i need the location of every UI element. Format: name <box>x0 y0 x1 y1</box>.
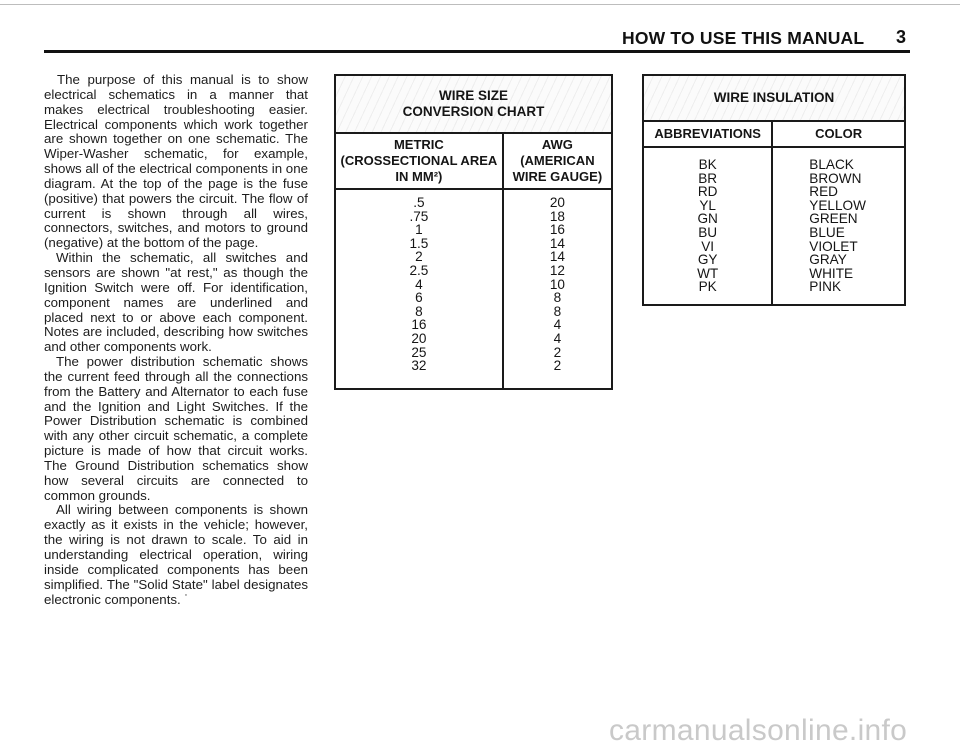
metric-value: 20 <box>411 330 427 346</box>
color-value: GRAY <box>809 252 847 268</box>
color-value: GREEN <box>809 211 858 227</box>
abbreviation-value: BU <box>698 224 718 240</box>
metric-column-header <box>335 133 503 189</box>
color-value: RED <box>809 184 838 200</box>
header-rule <box>44 50 910 53</box>
metric-value: 8 <box>415 303 423 319</box>
header-line: (AMERICAN <box>520 153 595 168</box>
header-line: AWG <box>541 137 573 152</box>
paragraph: The purpose of this manual is to show electrical schematics in a manner that makes electrical troubleshooting easier. Electrical components which work together are shown together on one schematic. The Wiper-Washer schematic, for example, shows all of the electrical components in one diagram. At the top of the page is the fuse (positive) that powers the circuit. The flow of current is shown through all wires, connectors, switches, and motors to ground (negative) at the bottom of the page. <box>44 72 308 251</box>
metric-value: .75 <box>409 208 429 224</box>
color-values <box>772 147 905 305</box>
top-edge-line <box>0 4 960 5</box>
color-value: PINK <box>809 279 842 295</box>
header-line: WIRE GAUGE) <box>512 169 603 184</box>
awg-value: 14 <box>549 249 565 265</box>
chart-title <box>335 75 612 133</box>
metric-value: 2 <box>415 249 423 265</box>
abbreviation-values <box>643 147 772 305</box>
wire-size-conversion-chart <box>334 74 613 390</box>
chart-title-line: WIRE SIZE <box>438 88 508 103</box>
metric-value: 1.5 <box>409 235 429 251</box>
watermark-text: carmanualsonline.info <box>609 714 908 747</box>
abbreviation-value: BR <box>698 170 718 186</box>
awg-value: 20 <box>549 195 565 210</box>
metric-value: 25 <box>411 344 427 360</box>
awg-value: 2 <box>553 344 562 360</box>
chart-title: WIRE INSULATION <box>643 75 905 121</box>
awg-value: 16 <box>549 222 565 238</box>
awg-value: 8 <box>553 290 562 306</box>
metric-values <box>335 189 503 389</box>
metric-value: 4 <box>415 276 423 292</box>
color-value: VIOLET <box>809 238 858 254</box>
awg-value: 12 <box>549 262 565 278</box>
metric-value: 16 <box>411 317 427 333</box>
abbreviations-column-header: ABBREVIATIONS <box>643 121 772 147</box>
color-value: YELLOW <box>809 197 866 213</box>
wire-insulation-chart <box>642 74 906 306</box>
abbreviation-value: WT <box>697 265 719 281</box>
metric-value: 1 <box>415 222 423 238</box>
page-number: 3 <box>896 27 907 47</box>
awg-value: 10 <box>549 276 565 292</box>
abbreviation-value: GN <box>697 211 718 227</box>
awg-value: 14 <box>549 235 565 251</box>
paragraph: All wiring between components is shown exactly as it exists in the vehicle; however, the wiring is not drawn to scale. To aid in understanding electrical operation, wiring inside complicated components has been simplified. The "Solid State" label designates electronic components. ˙ <box>44 502 308 607</box>
awg-value: 2 <box>553 358 562 374</box>
header-line: IN MM²) <box>395 169 443 184</box>
metric-value: 6 <box>415 290 423 306</box>
paragraph: The power distribution schematic shows the current feed through all the connections from the Battery and Alternator to each fuse and the Ignition and Light Switches. If the Power Distribution schematic is combined with any other circuit schematic, a complete picture is made of how that circuit works. The Ground Distribution schematics show how several circuits are connected to common grounds. <box>44 354 308 503</box>
metric-value: .5 <box>413 195 425 210</box>
abbreviation-value: PK <box>698 279 717 295</box>
awg-values <box>503 189 612 389</box>
abbreviation-value: VI <box>701 238 715 254</box>
body-text <box>44 73 308 607</box>
awg-value: 4 <box>553 330 562 346</box>
paragraph: Within the schematic, all switches and sensors are shown "at rest," as though the Ignition Switch were off. For identification, component names are underlined and placed next to or above each component. Notes are included, describing how switches and other components work. <box>44 250 308 355</box>
metric-value: 2.5 <box>409 262 429 278</box>
awg-value: 18 <box>549 208 565 224</box>
color-value: BROWN <box>809 170 862 186</box>
awg-value: 4 <box>553 317 562 333</box>
color-value: WHITE <box>809 265 854 281</box>
abbreviation-value: RD <box>697 184 718 200</box>
header-line: (CROSSECTIONAL AREA <box>340 153 498 168</box>
color-value: BLACK <box>809 157 854 172</box>
page-header-title: HOW TO USE THIS MANUAL <box>622 28 865 48</box>
chart-title-line: CONVERSION CHART <box>402 104 545 119</box>
awg-value: 8 <box>553 303 562 319</box>
metric-value: 32 <box>411 358 427 374</box>
header-line: METRIC <box>393 137 444 152</box>
abbreviation-value: BK <box>698 157 717 172</box>
awg-column-header <box>503 133 612 189</box>
color-value: BLUE <box>809 224 845 240</box>
abbreviation-value: YL <box>699 197 716 213</box>
abbreviation-value: GY <box>697 252 718 268</box>
color-column-header: COLOR <box>772 121 905 147</box>
